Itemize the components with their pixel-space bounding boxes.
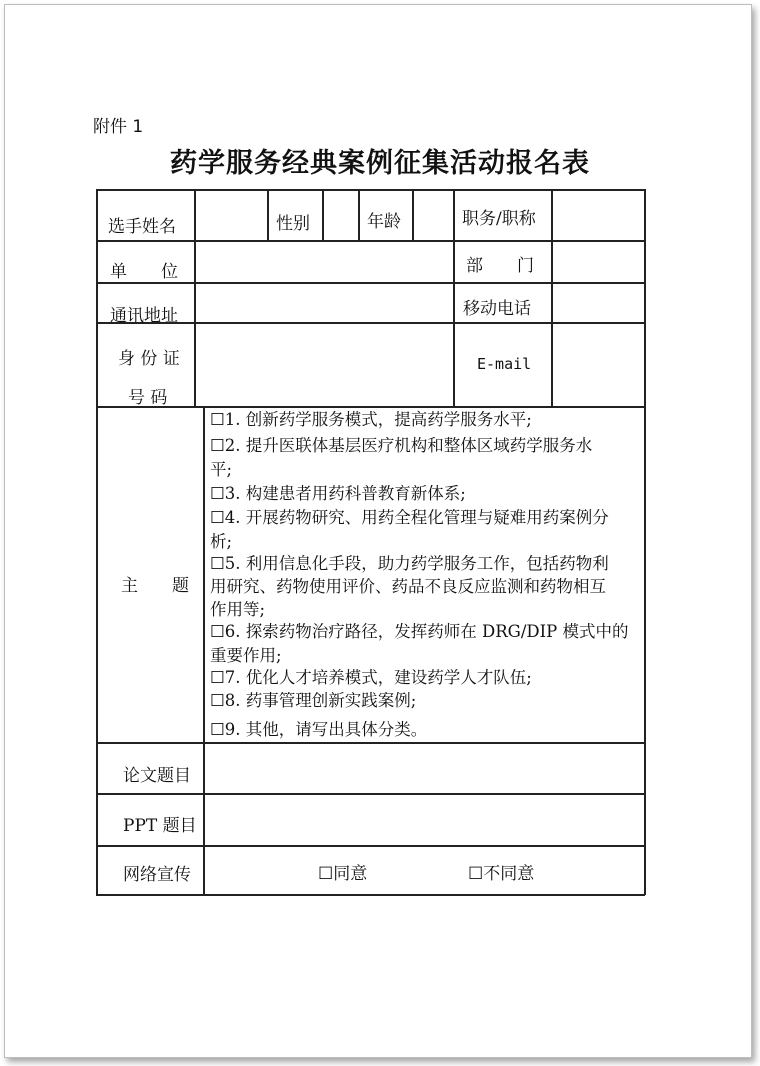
id-label-line1: 身 份 证 — [118, 349, 180, 369]
id-label-line2: 号 码 — [128, 388, 168, 408]
gender-input-cell[interactable] — [324, 191, 357, 239]
theme-option-2-cont: 平; — [210, 460, 233, 479]
address-input-cell[interactable] — [196, 284, 452, 321]
position-input-cell[interactable] — [553, 191, 643, 239]
theme-option-1[interactable]: ☐1. 创新药学服务模式，提高药学服务水平; — [210, 410, 532, 429]
unit-input-cell[interactable] — [196, 242, 452, 281]
mobile-label: 移动电话 — [463, 299, 531, 319]
department-input-cell[interactable] — [553, 242, 643, 281]
theme-option-5-cont1: 用研究、药物使用评价、药品不良反应监测和药物相互 — [210, 577, 606, 596]
ppt-title-label: PPT 题目 — [123, 816, 197, 836]
ppt-title-input-cell[interactable] — [205, 795, 643, 844]
theme-option-8[interactable]: ☐8. 药事管理创新实践案例; — [210, 691, 417, 710]
theme-option-4[interactable]: ☐4. 开展药物研究、用药全程化管理与疑难用药案例分 — [210, 508, 609, 527]
theme-option-3[interactable]: ☐3. 构建患者用药科普教育新体系; — [210, 484, 466, 503]
mobile-input-cell[interactable] — [553, 284, 643, 321]
email-input-cell[interactable] — [553, 324, 643, 405]
name-input-cell[interactable] — [196, 191, 266, 239]
gender-label: 性别 — [276, 214, 310, 234]
theme-option-6-cont: 重要作用; — [210, 646, 282, 665]
theme-option-5[interactable]: ☐5. 利用信息化手段，助力药学服务工作，包括药物利 — [210, 554, 609, 573]
address-label: 通讯地址 — [110, 306, 178, 326]
theme-option-2[interactable]: ☐2. 提升医联体基层医疗机构和整体区域药学服务水 — [210, 436, 593, 455]
disagree-checkbox[interactable]: ☐不同意 — [468, 864, 535, 884]
form-title: 药学服务经典案例征集活动报名表 — [170, 148, 590, 179]
theme-label: 主 题 — [121, 576, 189, 596]
age-input-cell[interactable] — [414, 191, 452, 239]
name-label: 选手姓名 — [108, 217, 176, 237]
theme-option-9[interactable]: ☐9. 其他，请写出具体分类。 — [210, 720, 428, 739]
paper-title-label: 论文题目 — [123, 766, 191, 786]
age-label: 年龄 — [367, 212, 401, 232]
id-number-input-cell[interactable] — [196, 324, 452, 405]
email-label: E-mail — [477, 355, 532, 373]
agree-checkbox[interactable]: ☐同意 — [318, 864, 368, 884]
publicity-label: 网络宣传 — [123, 865, 191, 885]
unit-label: 单 位 — [110, 262, 178, 282]
department-label: 部 门 — [466, 256, 534, 276]
theme-option-4-cont: 析; — [210, 532, 233, 551]
theme-option-5-cont2: 作用等; — [210, 600, 266, 619]
theme-option-6[interactable]: ☐6. 探索药物治疗路径，发挥药师在 DRG/DIP 模式中的 — [210, 622, 629, 641]
position-label: 职务/职称 — [462, 209, 536, 229]
paper-title-input-cell[interactable] — [205, 744, 643, 792]
attachment-label: 附件 1 — [93, 117, 144, 137]
theme-option-7[interactable]: ☐7. 优化人才培养模式，建设药学人才队伍; — [210, 668, 532, 687]
